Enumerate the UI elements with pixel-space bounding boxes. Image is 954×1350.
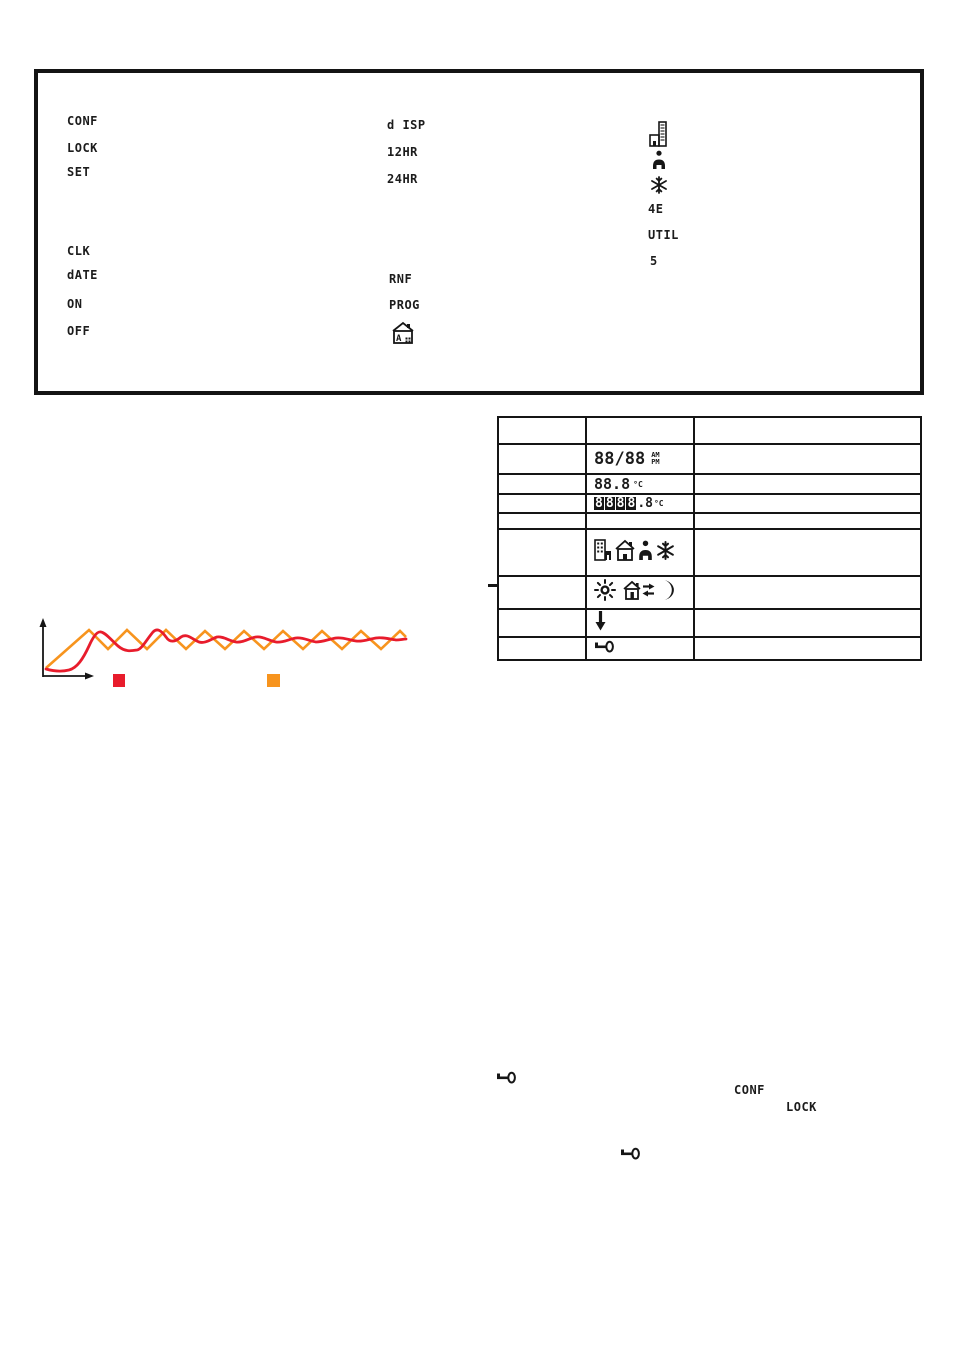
pm-label: PM: [651, 458, 660, 466]
table-row-empty: [498, 513, 921, 529]
cell-blank: [498, 576, 586, 609]
lcd-label-prog: PROG: [389, 298, 420, 312]
cell-setpoint-display: [586, 494, 694, 513]
cell-blank: [694, 637, 921, 660]
header-cell-blank-1: [498, 417, 586, 444]
table-header-row: [498, 417, 921, 444]
cell-time-display: [586, 444, 694, 474]
outdoor-thermometer-building-icon: [649, 121, 669, 152]
arrow-down-icon: [594, 610, 607, 636]
cell-blank: [586, 513, 694, 529]
lcd-label-date: dATE: [67, 268, 98, 282]
svg-text:A: A: [396, 334, 402, 344]
table-row-temperature: [498, 474, 921, 494]
lcd-label-conf: CONF: [67, 114, 98, 128]
lcd-legend-box: [34, 69, 924, 395]
cell-blank: [694, 494, 921, 513]
cell-arrow-icon: [586, 609, 694, 637]
table-row-mode-icons: [498, 529, 921, 576]
lcd-time-digits: 88/88: [594, 448, 646, 469]
am-label: AM: [651, 451, 660, 459]
x-axis-arrowhead: [85, 673, 94, 680]
building-icon: [594, 539, 612, 566]
lcd-label-24hr: 24HR: [387, 172, 418, 186]
celsius-unit: °C: [633, 479, 643, 489]
legend-swatch-red: [113, 674, 125, 687]
lcd-label-conf-footer: CONF: [734, 1083, 765, 1097]
cell-blank: [498, 513, 586, 529]
cell-day-night-icons: [586, 576, 694, 609]
cell-blank: [694, 513, 921, 529]
lcd-label-off: OFF: [67, 324, 91, 338]
cell-blank: [694, 576, 921, 609]
lcd-setpoint-digit-2: 8: [605, 496, 614, 511]
occupancy-person-icon: [638, 540, 653, 566]
cell-blank: [498, 529, 586, 576]
cell-blank: [498, 494, 586, 513]
lcd-label-lock-footer: LOCK: [786, 1100, 817, 1114]
cell-blank: [498, 609, 586, 637]
cell-blank: [498, 474, 586, 494]
house-transition-arrows-icon: [623, 579, 655, 606]
cell-key-icon: [586, 637, 694, 660]
am-pm-indicator: [651, 452, 659, 466]
cell-blank: [694, 529, 921, 576]
header-cell-blank-3: [694, 417, 921, 444]
key-lock-icon: [620, 1147, 640, 1165]
sun-icon: [594, 579, 616, 606]
header-cell-blank-2: [586, 417, 694, 444]
lcd-setpoint-decimal: .8: [637, 496, 653, 511]
lcd-label-12hr: 12HR: [387, 145, 418, 159]
cell-blank: [694, 474, 921, 494]
lcd-label-lock: LOCK: [67, 141, 98, 155]
table-row-setpoint: [498, 494, 921, 513]
cell-blank: [694, 444, 921, 474]
lcd-label-on: ON: [67, 297, 83, 311]
table-left-tick: [488, 584, 498, 587]
table-row-key: [498, 637, 921, 660]
chart-red-line: [46, 630, 406, 671]
cell-blank: [498, 444, 586, 474]
y-axis-arrowhead: [40, 618, 47, 627]
lcd-label-disp: d ISP: [387, 118, 426, 132]
lcd-label-ye: 4E: [648, 202, 664, 216]
temperature-regulation-chart: [25, 615, 415, 693]
vacation-house-icon: [390, 321, 416, 350]
frost-snowflake-icon: [650, 176, 668, 199]
lcd-setpoint-digit-4: 8: [627, 496, 636, 511]
table-row-day-night-icons: [498, 576, 921, 609]
celsius-unit: °C: [653, 499, 664, 508]
legend-swatch-orange: [267, 674, 280, 687]
occupancy-person-icon: [652, 150, 666, 175]
cell-blank: [694, 609, 921, 637]
lcd-label-rnf: RNF: [389, 272, 413, 286]
lcd-label-set: SET: [67, 165, 91, 179]
chart-orange-line: [46, 630, 406, 668]
table-row-arrow: [498, 609, 921, 637]
lcd-temp-digits: 88.8: [594, 474, 631, 493]
lcd-label-clk: CLK: [67, 244, 91, 258]
lcd-label-s: 5: [650, 254, 658, 268]
display-symbols-table: [497, 416, 922, 661]
frost-snowflake-icon: [656, 541, 675, 565]
house-icon: [615, 539, 635, 566]
cell-blank: [498, 637, 586, 660]
cell-temperature-display: [586, 474, 694, 494]
lcd-setpoint-digit-1: 8: [595, 496, 603, 511]
lcd-label-util: UTIL: [648, 228, 679, 242]
key-lock-icon: [496, 1071, 516, 1089]
table-row-time: [498, 444, 921, 474]
lcd-setpoint-digit-3: 8: [616, 496, 625, 511]
key-lock-icon: [594, 640, 614, 658]
cell-mode-icons: [586, 529, 694, 576]
moon-icon: [662, 579, 675, 606]
